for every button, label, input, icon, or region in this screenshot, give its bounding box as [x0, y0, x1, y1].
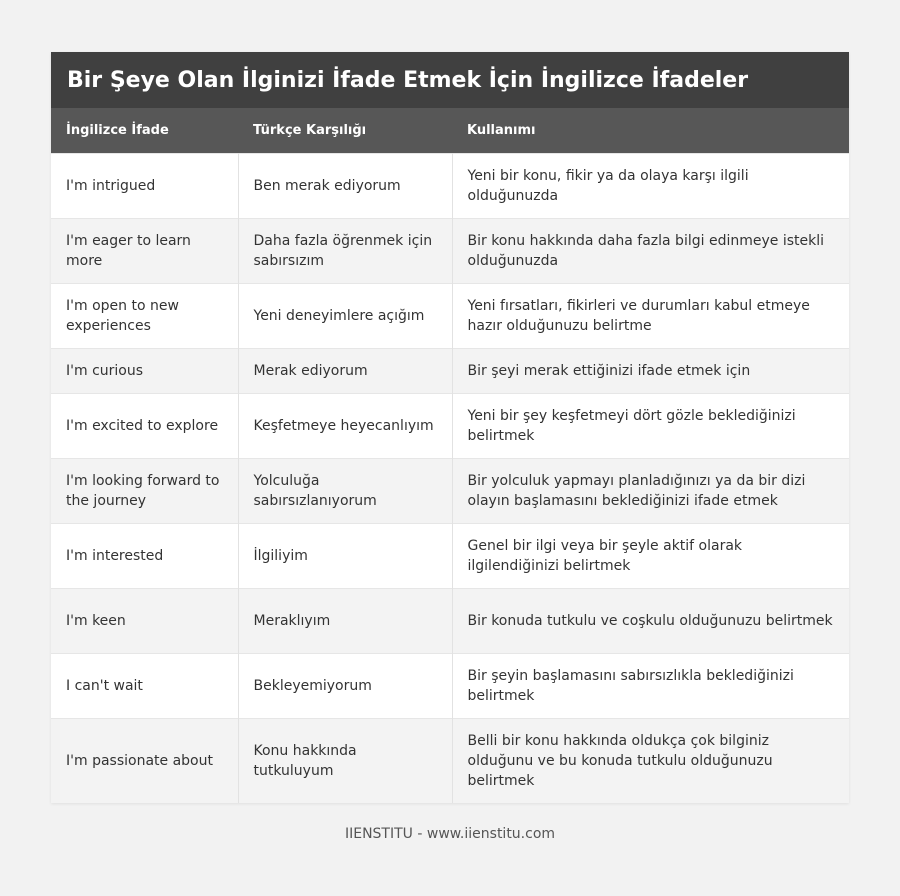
english-phrase-cell: I'm interested	[51, 523, 238, 588]
english-phrase-cell: I can't wait	[51, 653, 238, 718]
table-row	[51, 393, 849, 458]
header-row	[51, 108, 849, 153]
english-phrase-cell: I'm passionate about	[51, 718, 238, 803]
turkish-meaning-cell: Meraklıyım	[238, 588, 452, 653]
header-turkish: Türkçe Karşılığı	[238, 108, 452, 153]
usage-cell: Genel bir ilgi veya bir şeyle aktif olarak ilgilendiğinizi belirtmek	[452, 523, 849, 588]
table-row	[51, 588, 849, 653]
table-row	[51, 283, 849, 348]
turkish-meaning-cell: Konu hakkında tutkuluyum	[238, 718, 452, 803]
english-phrase-cell: I'm open to new experiences	[51, 283, 238, 348]
turkish-meaning-cell: Ben merak ediyorum	[238, 153, 452, 218]
english-phrase-cell: I'm eager to learn more	[51, 218, 238, 283]
english-phrase-cell: I'm keen	[51, 588, 238, 653]
phrases-table	[51, 108, 849, 803]
table-title: Bir Şeye Olan İlginizi İfade Etmek İçin İngilizce İfadeler	[51, 52, 849, 108]
table-row	[51, 653, 849, 718]
usage-cell: Bir şeyi merak ettiğinizi ifade etmek için	[452, 348, 849, 393]
usage-cell: Bir yolculuk yapmayı planladığınızı ya da bir dizi olayın başlamasını beklediğinizi ifade etmek	[452, 458, 849, 523]
table-card	[51, 52, 849, 803]
turkish-meaning-cell: Keşfetmeye heyecanlıyım	[238, 393, 452, 458]
turkish-meaning-cell: Yeni deneyimlere açığım	[238, 283, 452, 348]
usage-cell: Bir şeyin başlamasını sabırsızlıkla beklediğinizi belirtmek	[452, 653, 849, 718]
table-row	[51, 348, 849, 393]
turkish-meaning-cell: Yolculuğa sabırsızlanıyorum	[238, 458, 452, 523]
usage-cell: Yeni fırsatları, fikirleri ve durumları kabul etmeye hazır olduğunuzu belirtme	[452, 283, 849, 348]
usage-cell: Bir konuda tutkulu ve coşkulu olduğunuzu belirtmek	[452, 588, 849, 653]
table-row	[51, 218, 849, 283]
english-phrase-cell: I'm looking forward to the journey	[51, 458, 238, 523]
header-english: İngilizce İfade	[51, 108, 238, 153]
usage-cell: Bir konu hakkında daha fazla bilgi edinmeye istekli olduğunuzda	[452, 218, 849, 283]
turkish-meaning-cell: Daha fazla öğrenmek için sabırsızım	[238, 218, 452, 283]
usage-cell: Belli bir konu hakkında oldukça çok bilginiz olduğunu ve bu konuda tutkulu olduğunuzu belirtmek	[452, 718, 849, 803]
footer-credit: IIENSTITU - www.iienstitu.com	[344, 826, 556, 842]
table-row	[51, 153, 849, 218]
table-row	[51, 718, 849, 803]
table-row	[51, 458, 849, 523]
usage-cell: Yeni bir konu, fikir ya da olaya karşı ilgili olduğunuzda	[452, 153, 849, 218]
turkish-meaning-cell: Bekleyemiyorum	[238, 653, 452, 718]
table-row	[51, 523, 849, 588]
usage-cell: Yeni bir şey keşfetmeyi dört gözle beklediğinizi belirtmek	[452, 393, 849, 458]
turkish-meaning-cell: Merak ediyorum	[238, 348, 452, 393]
english-phrase-cell: I'm excited to explore	[51, 393, 238, 458]
turkish-meaning-cell: İlgiliyim	[238, 523, 452, 588]
english-phrase-cell: I'm intrigued	[51, 153, 238, 218]
english-phrase-cell: I'm curious	[51, 348, 238, 393]
header-usage: Kullanımı	[452, 108, 849, 153]
